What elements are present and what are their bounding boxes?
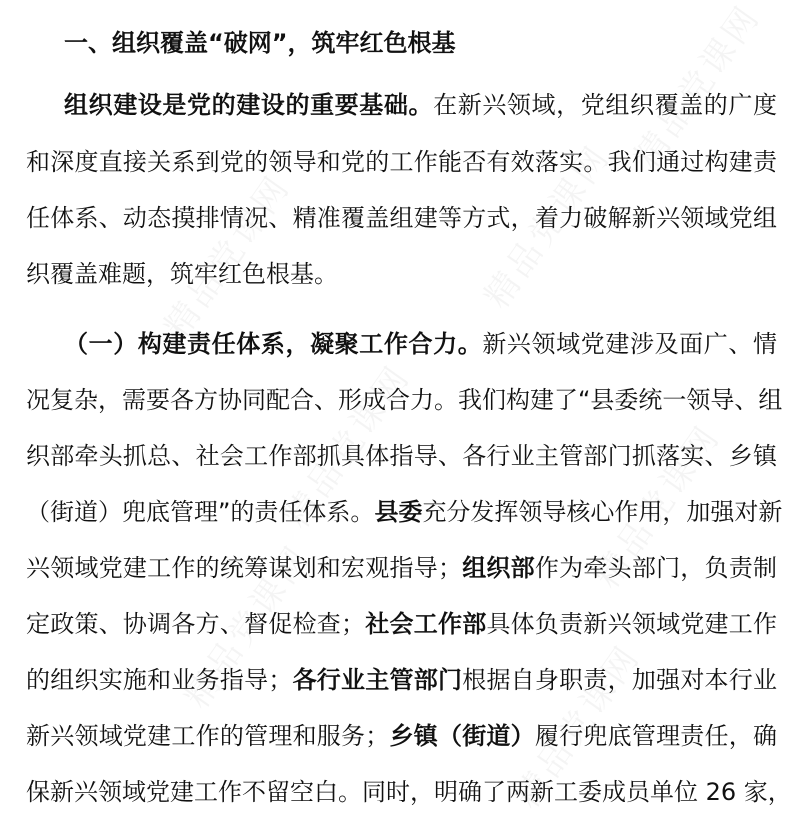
text: 在新兴领域，党组织覆盖的广度: [433, 91, 778, 119]
watermark: [150, 163, 299, 347]
text-line: [64, 88, 777, 122]
text: 新兴领域党建工作的管理和服务；: [26, 722, 390, 750]
bold-text: 一、组织覆盖“破网”，筑牢红色根基: [64, 29, 456, 57]
text: 况复杂，需要各方协同配合、形成合力。我们构建了“县委统一领导、组: [26, 386, 783, 414]
section-heading: [64, 26, 777, 60]
text: （街道）兜底管理”的责任体系。: [26, 498, 375, 526]
text: 定政策、协调各方、督促检查；: [26, 610, 366, 638]
text: 具体负责新兴领域党建工作: [486, 610, 778, 638]
bold-text: 组织建设是党的建设的重要基础。: [64, 91, 434, 119]
text: 和深度直接关系到党的领导和党的工作能否有效落实。我们通过构建责: [26, 148, 777, 176]
text: 织部牵头抓总、社会工作部抓具体指导、各行业主管部门抓落实、乡镇: [26, 442, 777, 470]
text-line: [26, 383, 783, 417]
text-line: [26, 775, 792, 809]
text-line: [26, 257, 777, 291]
text-line: [26, 719, 777, 753]
text: 兴领域党建工作的统筹谋划和宏观指导；: [26, 554, 462, 582]
text-line: [26, 439, 777, 473]
text: 保新兴领域党建工作不留空白。同时，明确了两新工委成员单位 26 家，: [26, 778, 792, 806]
bold-text: （一）构建责任体系，凝聚工作合力。: [64, 330, 483, 358]
bold-text: 组织部: [461, 554, 535, 582]
bold-text: 社会工作部: [365, 610, 487, 638]
text-line: [26, 551, 777, 585]
text: 的组织实施和业务指导；: [26, 666, 293, 694]
text: 任体系、动态摸排情况、精准覆盖组建等方式，着力破解新兴领域党组: [26, 204, 777, 232]
text: 织覆盖难题，筑牢红色根基。: [26, 260, 338, 288]
text-line: [26, 145, 777, 179]
text: 作为牵头部门，负责制: [534, 554, 778, 582]
bold-text: 各行业主管部门: [292, 666, 463, 694]
bold-text: 县委: [374, 498, 423, 526]
bold-text: 乡镇（街道）: [389, 722, 535, 750]
text-line: [26, 495, 783, 529]
text-line: [26, 663, 777, 697]
text-line: [64, 327, 777, 361]
text-line: [26, 607, 777, 641]
text: 充分发挥领导核心作用，加强对新: [422, 498, 783, 526]
text: 履行兜底管理责任，确: [534, 722, 778, 750]
text-line: [26, 201, 777, 235]
text: 根据自身职责，加强对本行业: [462, 666, 778, 694]
text: 新兴领域党建涉及面广、情: [482, 330, 778, 358]
